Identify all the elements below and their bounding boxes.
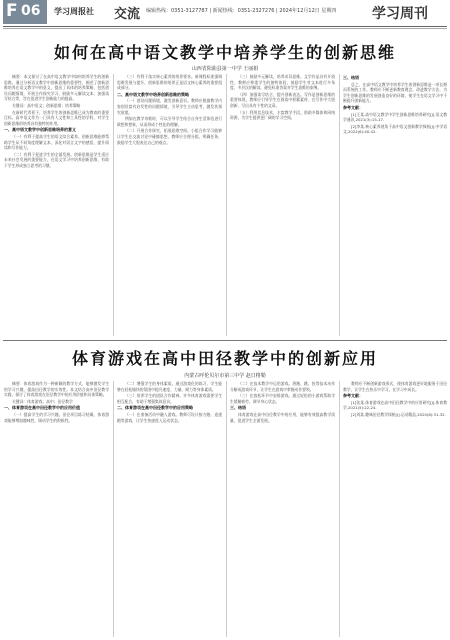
paragraph: 例如在教学诗歌时，可以引导学生结合自身生活体验进行联想和想象，从而形成个性化的理解。 bbox=[117, 116, 222, 127]
column-divider bbox=[339, 74, 340, 336]
article2-author: 内蒙古呼伦贝尔市第三中学 赵日格勒 bbox=[184, 373, 266, 379]
paragraph: 在新时代背景下，培养学生的创新思维已成为教育的重要目标。高中语文作为一门具有人文性和工具性的学科，对学生创新思维的培养具有独特的作用。 bbox=[4, 109, 109, 126]
paragraph: （一）提高学生的学习兴趣。田径项目练习枯燥，体育游戏能够增加趣味性，调动学生的积极性。 bbox=[4, 411, 109, 423]
section-heading: 三、结语 bbox=[343, 75, 359, 80]
section-name: 交流 bbox=[114, 7, 141, 22]
paragraph: 摘要：本文探讨了在高中语文教学中如何培养学生的创新思维。通过分析语文教学中创新思维的重要性，阐述了创新思维培养在语文教学中的意义，提出了具体的培养策略，包括创设问题情境、开展合作探究学习、鼓励多元解读文本、加强读写结合等，旨在促进学生创新能力的提高。 bbox=[4, 74, 109, 102]
weekly-title: 学习周刊 bbox=[372, 6, 428, 22]
header-rule bbox=[3, 26, 447, 27]
paragraph: 摘要：体育游戏作为一种新颖的教学方式，能够激发学生的学习兴趣，提高田径教学的实效性。本文结合高中田径教学实践，探讨了体育游戏在田径教学中的应用价值和具体策略。 bbox=[4, 381, 109, 398]
paragraph: 总之，在高中语文教学中培养学生的创新思维是一项长期而系统的工作。教师应不断更新教育理念，改进教学方法，为学生创新思维的发展创造良好的环境，使学生在语文学习中不断提升创新能力。 bbox=[343, 81, 447, 104]
paragraph: （二）开展合作探究，拓展思维空间。小组合作学习能够让学生在交流讨论中碰撞思想，教师应合理分组，明确任务，鼓励学生大胆表达自己的观点。 bbox=[117, 128, 222, 145]
article1-column-2 bbox=[117, 74, 222, 336]
article2-column-2 bbox=[117, 381, 222, 637]
paragraph: 体育游戏在高中田径教学中的应用，能够有效提高教学质量，促进学生全面发展。 bbox=[230, 411, 335, 423]
section-heading: 一、高中语文教学中创新思维培养的意义 bbox=[4, 127, 76, 133]
section-heading: 三、结语 bbox=[230, 405, 246, 411]
page-letter: F bbox=[6, 1, 18, 21]
article1-column-3 bbox=[230, 74, 335, 336]
section-heading: 参考文献： bbox=[343, 393, 363, 399]
page-header bbox=[0, 0, 450, 34]
paragraph: [2]李某.核心素养视角下高中语文创新教学探析[J].中学语文,2022(6):40-42. bbox=[343, 123, 447, 135]
header-info: 编辑热线：0351-3127787 | 新闻热线：0351-2327276 | 2024年12月12日 星期四 bbox=[146, 8, 337, 14]
section-heading: 参考文献： bbox=[343, 104, 363, 110]
paragraph: （二）在技术教学中运用游戏。将跑、跳、投等技术动作分解成游戏环节，让学生在游戏中掌握动作要领。 bbox=[230, 381, 335, 392]
column-divider bbox=[226, 381, 227, 637]
paragraph: [1]王某.高中语文教学中学生创新思维培养研究[J].语文教学通讯,2021(3):15-17. bbox=[343, 111, 447, 123]
page-number-badge bbox=[3, 0, 47, 24]
section-heading: 二、体育游戏在高中田径教学中的应用策略 bbox=[117, 405, 193, 411]
paragraph: 教师应不断创新游戏形式，使体育游戏更好地服务于田径教学，让学生在快乐中学习，在学习中成长。 bbox=[343, 381, 447, 392]
column-divider bbox=[339, 381, 340, 637]
article1-column-4 bbox=[343, 74, 447, 336]
paragraph: （三）鼓励多元解读，培养求异思维。文学作品具有开放性，教师应尊重学生的独特体验，鼓励学生对文本进行多角度、多层次的解读，避免标准答案对学生思维的束缚。 bbox=[230, 74, 335, 91]
paragraph: [1]张某.体育游戏在高中田径教学中的应用研究[J].体育教学,2021(5):22-24. bbox=[343, 399, 447, 411]
paragraph: 关键词：体育游戏；高中；田径教学 bbox=[12, 398, 73, 404]
column-divider bbox=[113, 74, 114, 336]
article2-column-4 bbox=[343, 381, 447, 637]
section-heading: 二、高中语文教学中培养创新思维的策略 bbox=[117, 91, 189, 97]
paragraph: 关键词：高中语文；创新思维；培养策略 bbox=[12, 102, 81, 108]
article1-author: 山西省阳曲县第一中学 王丽娟 bbox=[191, 66, 259, 72]
page-number: 06 bbox=[21, 3, 41, 19]
article1-title: 如何在高中语文教学中培养学生的创新思维 bbox=[53, 43, 396, 62]
paragraph: （二）有利于促进学生的全面发展。创新思维是学生适应未来社会发展的重要能力，在语文学习中培养创新思维，有助于学生形成独立思考的习惯。 bbox=[4, 151, 109, 168]
article-separator bbox=[3, 340, 447, 341]
article2-title: 体育游戏在高中田径教学中的创新应用 bbox=[71, 349, 378, 368]
article1-column-1 bbox=[4, 74, 109, 336]
column-divider bbox=[113, 381, 114, 637]
article2-column-3 bbox=[230, 381, 335, 637]
paragraph: （三）有利于落实核心素养的培养要求。新课程标准强调思维发展与提升，创新思维的培养正是语文核心素养的重要组成部分。 bbox=[117, 74, 222, 91]
paragraph: （二）增强学生的身体素质。通过游戏化的练习，学生能够在轻松愉快的氛围中提升速度、力量、耐力等身体素质。 bbox=[117, 381, 222, 392]
paragraph: （一）在准备活动中融入游戏。教师可设计接力跑、追逐跑等游戏，让学生快速进入运动状态。 bbox=[117, 411, 222, 423]
paragraph: [2]刘某.趣味田径教学探析[J].运动精品,2020(8):31-32. bbox=[351, 411, 446, 417]
article2-column-1 bbox=[4, 381, 109, 637]
paragraph: （四）加强读写结合，提升创新表达。写作是创新思维的重要体现，教师应引导学生在阅读中积累素材，在写作中大胆创新，写出具有个性的文章。 bbox=[230, 91, 335, 108]
paper-name: 学习周报社 bbox=[54, 7, 94, 16]
paragraph: （一）创设问题情境，激发创新意识。教师应根据教学内容创设富有启发性的问题情境，引导学生主动思考，激发其探究欲望。 bbox=[117, 98, 222, 115]
section-heading: 一、体育游戏在高中田径教学中的应用价值 bbox=[4, 405, 80, 411]
paragraph: （三）培养学生的团队合作精神。许多体育游戏需要学生相互配合，有助于增强集体意识。 bbox=[117, 393, 222, 404]
header-rule-thin bbox=[3, 28, 447, 29]
paragraph: （三）在放松环节中安排游戏。通过轻松的小游戏帮助学生缓解疲劳，调节身心状态。 bbox=[230, 393, 335, 404]
paragraph: （一）有利于提高学生的语文综合素养。创新思维能够帮助学生从不同角度理解文本，深化对语言文字的感悟，提升阅读和写作能力。 bbox=[4, 133, 109, 151]
column-divider bbox=[226, 74, 227, 336]
paragraph: （五）利用信息技术，丰富教学手段。借助多媒体和网络资源，为学生提供更广阔的学习空间。 bbox=[230, 109, 335, 121]
